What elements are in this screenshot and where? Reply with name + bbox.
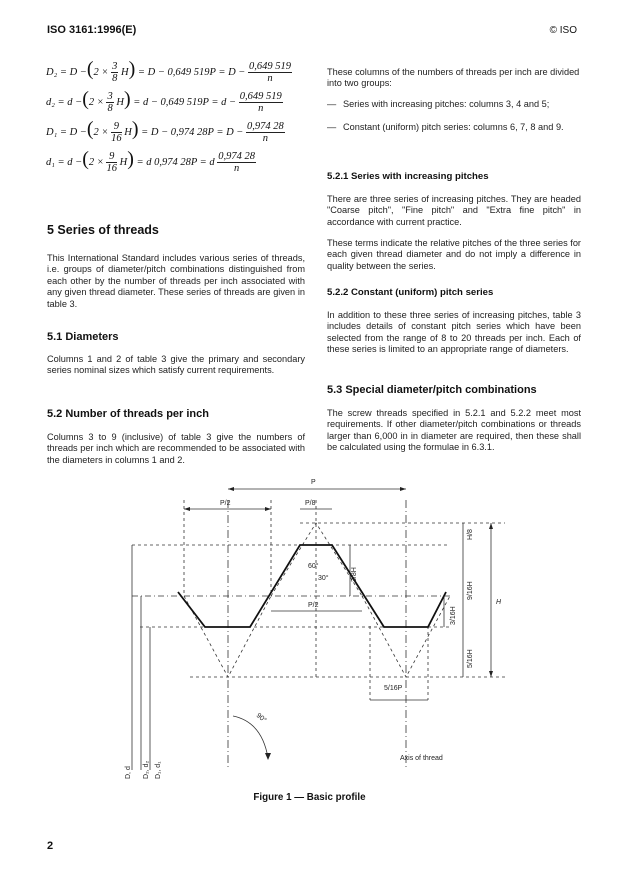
label-5-16-P: 5/16P: [384, 685, 403, 692]
section-5-1-text: Columns 1 and 2 of table 3 give the primary and secondary series nominal sizes which satisfy current requirements.: [47, 354, 305, 376]
equation-2: d₂ = d −(2 × $\frac{3}{8}$ H) = d − 0,649 519P = d − $\frac{0,649 519}{n}$: [46, 88, 282, 115]
section-5-title: 5 Series of threads: [47, 223, 159, 237]
list-item: — Constant (uniform) pitch series: columns 6, 7, 8 and 9.: [327, 122, 564, 133]
section-5-3-text: The screw threads specified in 5.2.1 and 5.2.2 meet most requirements. If other diameter/pitch combinations or threads larger than 6,000 in in diameter are required, then these shall be calculated using the formulae in 6.3.1.: [327, 408, 581, 453]
label-H: H: [496, 599, 502, 606]
copyright: © ISO: [549, 25, 577, 36]
label-9-16-H: 9/16H: [467, 581, 474, 600]
label-angle-60: 60°: [308, 563, 319, 570]
basic-profile-figure: [0, 476, 619, 796]
label-3-16-H: 3/16H: [450, 606, 457, 625]
label-diameter-D: D, d: [125, 766, 132, 779]
section-5-2-1-text-1: There are three series of increasing pitches. They are headed "Coarse pitch", "Fine pitch" and "Extra fine pitch" in accordance with current practice.: [327, 194, 581, 227]
section-5-1-title: 5.1 Diameters: [47, 331, 119, 343]
label-diameter-D1: D₁, d₁: [155, 761, 162, 779]
section-5-2-2-text: In addition to these three series of increasing pitches, table 3 includes details of constant pitch series which have been selected from the range of 8 to 20 threads per inch. Each of these series is limited to an appropriate range of diameters.: [327, 310, 581, 355]
figure-caption: Figure 1 — Basic profile: [253, 792, 366, 803]
bullet-list: [327, 99, 581, 134]
equation-block: [46, 58, 316, 178]
label-P-half: P/2: [220, 500, 231, 507]
label-3-8-H: 3/8H: [351, 567, 358, 582]
label-P-half-mid: P/2: [308, 602, 319, 609]
list-item: — Series with increasing pitches: columns 3, 4 and 5;: [327, 99, 550, 109]
section-5-text: This International Standard includes various series of threads, i.e. groups of diameter/pitch combinations distinguished from each other by the number of threads per inch associated with any given thread diameter. These series of threads are given in table 3.: [47, 253, 305, 309]
equation-3: D₁ = D −(2 × $\frac{9}{16}$ H) = D − 0,974 28P = D − $\frac{0,974 28}{n}$: [46, 118, 284, 145]
page-number: 2: [47, 840, 54, 852]
section-5-2-2-title: 5.2.2 Constant (uniform) pitch series: [327, 287, 494, 298]
label-H-eighth: H/8: [467, 529, 474, 540]
columns-intro: These columns of the numbers of threads per inch are divided into two groups:: [327, 67, 580, 89]
equation-4: d₁ = d −(2 × $\frac{9}{16}$ H) = d 0,974 28P = d $\frac{0,974 28}{n}$: [46, 148, 256, 175]
label-P: P: [311, 479, 316, 486]
label-angle-90: 90°: [254, 712, 268, 725]
label-P-eighth: P/8: [305, 500, 316, 507]
label-axis: Axis of thread: [400, 755, 443, 762]
section-5-2-1-text-2: These terms indicate the relative pitches of the three series for each given thread diameter and do not imply a difference in quality between the series.: [327, 238, 581, 271]
section-5-2-title: 5.2 Number of threads per inch: [47, 408, 209, 420]
document-id: ISO 3161:1996(E): [47, 24, 137, 36]
section-5-3-title: 5.3 Special diameter/pitch combinations: [327, 384, 537, 396]
label-angle-30: 30°: [318, 575, 329, 582]
label-diameter-D2: D₂, d₂: [143, 760, 150, 779]
section-5-2-text: Columns 3 to 9 (inclusive) of table 3 give the numbers of threads per inch which are recommended to be associated with the diameters in columns 1 and 2.: [47, 432, 305, 465]
section-5-2-1-title: 5.2.1 Series with increasing pitches: [327, 171, 489, 182]
label-5-16-H: 5/16H: [467, 649, 474, 668]
equation-1: D₂ = D −(2 × $\frac{3}{8}$ H) = D − 0,649 519P = D − $\frac{0,649 519}{n}$: [46, 58, 292, 85]
